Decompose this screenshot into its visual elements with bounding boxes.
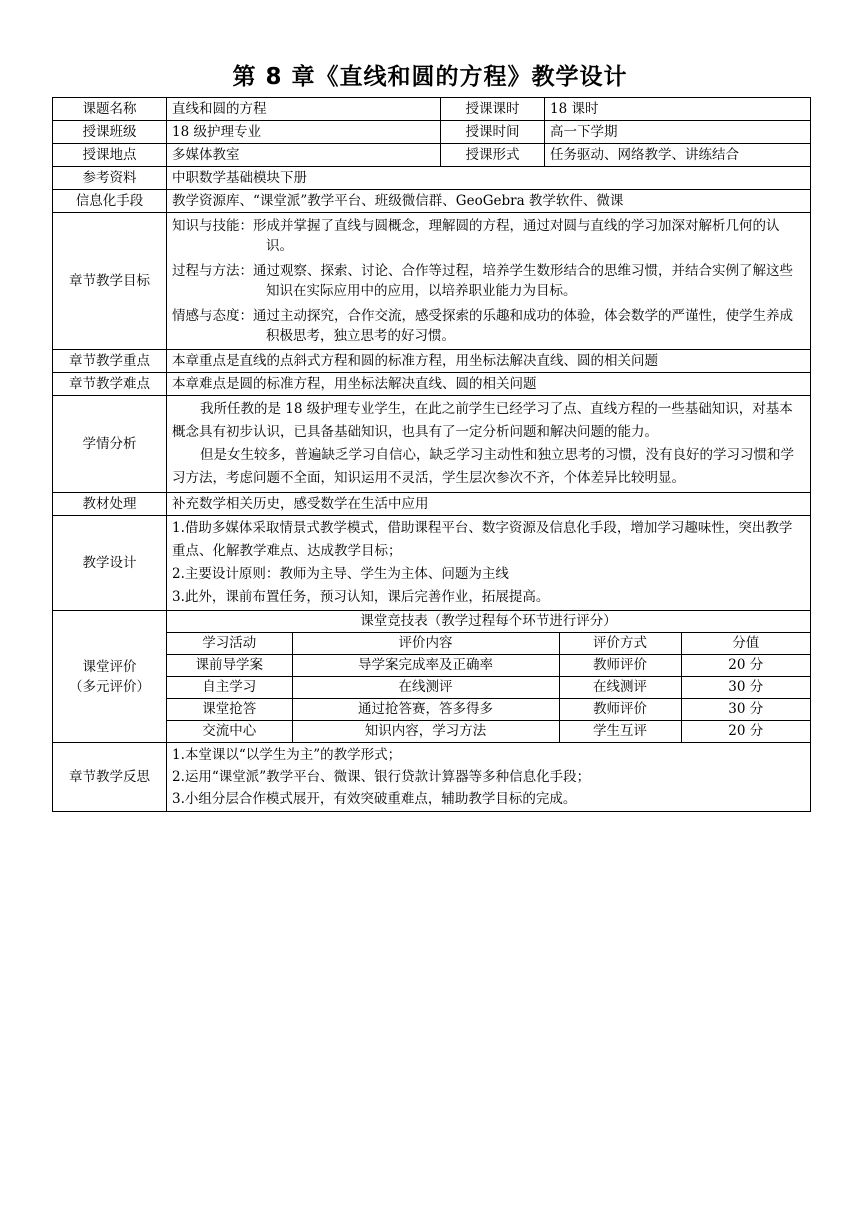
table-cell: 教师评价: [559, 699, 681, 721]
table-header-row: [167, 633, 810, 655]
table-row: [167, 655, 810, 677]
reflection-item: 3.小组分层合作模式展开，有效突破重难点，辅助教学目标的完成。: [172, 791, 577, 807]
table-cell: 交流中心: [167, 721, 292, 743]
table-row: [53, 350, 811, 373]
goals-label: 章节教学目标: [53, 213, 167, 350]
table-cell: 知识内容，学习方法: [292, 721, 559, 743]
design-item: 3.此外，课前布置任务，预习认知，课后完善作业，拓展提高。: [172, 589, 550, 605]
design-item: 1.借助多媒体采取情景式教学模式，借助课程平台、数字资源及信息化手段，增加学习趣味性，突出教学重点、化解教学难点、达成教学目标；: [172, 520, 793, 559]
time-label: 授课时间: [441, 121, 545, 144]
table-cell: 学生互评: [559, 721, 681, 743]
evaluation-label-line: （多元评价）: [69, 678, 150, 695]
course-name-value: 直线和圆的方程: [167, 98, 441, 121]
table-row: [53, 121, 811, 144]
page-title: 第 8 章《直线和圆的方程》教学设计: [232, 64, 628, 90]
table-cell: 通过抢答赛，答多得多: [292, 699, 559, 721]
analysis-cell: [167, 396, 811, 493]
goal-knowledge: 知识与技能：形成并掌握了直线与圆概念，理解圆的方程，通过对圆与直线的学习加深对解析几何的认识。: [172, 218, 780, 254]
material-label: 教材处理: [53, 493, 167, 516]
difficulty-value: 本章难点是圆的标准方程，用坐标法解决直线、圆的相关问题: [167, 373, 811, 396]
table-cell: 导学案完成率及正确率: [292, 655, 559, 677]
evaluation-table: [167, 611, 810, 742]
table-row: [53, 373, 811, 396]
table-row: [167, 611, 810, 633]
table-cell: 20 分: [681, 655, 810, 677]
table-row: [53, 743, 811, 812]
column-header: 评价方式: [559, 633, 681, 655]
analysis-paragraph: 但是女生较多，普遍缺乏学习自信心，缺乏学习主动性和独立思考的习惯，没有良好的学习习惯和学习方法，考虑问题不全面，知识运用不灵活，学生层次参次不齐，个体差异比较明显。: [172, 447, 794, 486]
reflection-item: 1.本堂课以“以学生为主”的教学形式；: [172, 747, 402, 763]
reflection-item: 2.运用“课堂派”教学平台、微课、银行贷款计算器等多种信息化手段；: [172, 769, 591, 785]
reference-value: 中职数学基础模块下册: [167, 167, 811, 190]
class-value: 18 级护理专业: [167, 121, 441, 144]
table-cell: 20 分: [681, 721, 810, 743]
class-label: 授课班级: [53, 121, 167, 144]
evaluation-cell: [167, 611, 811, 743]
form-value: 任务驱动、网络教学、讲练结合: [545, 144, 811, 167]
design-item: 2.主要设计原则：教师为主导、学生为主体、问题为主线: [172, 566, 509, 582]
table-row: [53, 190, 811, 213]
goals-cell: [167, 213, 811, 350]
table-cell: 课堂抢答: [167, 699, 292, 721]
table-row: [53, 611, 811, 743]
lesson-plan-table: [52, 97, 811, 812]
evaluation-caption: 课堂竞技表（教学过程每个环节进行评分）: [167, 611, 810, 633]
table-cell: 自主学习: [167, 677, 292, 699]
column-header: 分值: [681, 633, 810, 655]
column-header: 学习活动: [167, 633, 292, 655]
evaluation-label-line: 课堂评价: [82, 658, 137, 675]
table-row: [53, 213, 811, 350]
table-row: [167, 699, 810, 721]
table-row: [167, 677, 810, 699]
table-cell: 课前导学案: [167, 655, 292, 677]
table-cell: 在线测评: [559, 677, 681, 699]
table-row: [53, 98, 811, 121]
it-label: 信息化手段: [53, 190, 167, 213]
table-row: [53, 396, 811, 493]
design-label: 教学设计: [53, 516, 167, 611]
evaluation-label: [53, 611, 167, 743]
table-row: [167, 721, 810, 743]
material-value: 补充数学相关历史，感受数学在生活中应用: [167, 493, 811, 516]
table-row: [53, 144, 811, 167]
reflection-cell: [167, 743, 811, 812]
analysis-label: 学情分析: [53, 396, 167, 493]
goal-attitude: 情感与态度：通过主动探究，合作交流，感受探索的乐趣和成功的体验，体会数学的严谨性，使学生养成积极思考，独立思考的好习惯。: [172, 308, 793, 344]
hours-label: 授课课时: [441, 98, 545, 121]
course-name-label: 课题名称: [53, 98, 167, 121]
table-row: [53, 493, 811, 516]
goal-process: 过程与方法：通过观察、探索、讨论、合作等过程，培养学生数形结合的思维习惯，并结合实例了解这些知识在实际应用中的应用，以培养职业能力为目标。: [172, 263, 793, 299]
reflection-label: 章节教学反思: [53, 743, 167, 812]
place-value: 多媒体教室: [167, 144, 441, 167]
analysis-paragraph: 我所任教的是 18 级护理专业学生，在此之前学生已经学习了点、直线方程的一些基础知识，对基本概念具有初步认识，已具备基础知识，也具有了一定分析问题和解决问题的能力。: [172, 401, 793, 440]
time-value: 高一下学期: [545, 121, 811, 144]
place-label: 授课地点: [53, 144, 167, 167]
reference-label: 参考资料: [53, 167, 167, 190]
it-value: 教学资源库、“课堂派”教学平台、班级微信群、GeoGebra 教学软件、微课: [167, 190, 811, 213]
column-header: 评价内容: [292, 633, 559, 655]
table-row: [53, 167, 811, 190]
table-cell: 30 分: [681, 699, 810, 721]
form-label: 授课形式: [441, 144, 545, 167]
table-cell: 在线测评: [292, 677, 559, 699]
table-cell: 教师评价: [559, 655, 681, 677]
key-value: 本章重点是直线的点斜式方程和圆的标准方程，用坐标法解决直线、圆的相关问题: [167, 350, 811, 373]
design-cell: [167, 516, 811, 611]
difficulty-label: 章节教学难点: [53, 373, 167, 396]
table-row: [53, 516, 811, 611]
table-cell: 30 分: [681, 677, 810, 699]
key-label: 章节教学重点: [53, 350, 167, 373]
hours-value: 18 课时: [545, 98, 811, 121]
